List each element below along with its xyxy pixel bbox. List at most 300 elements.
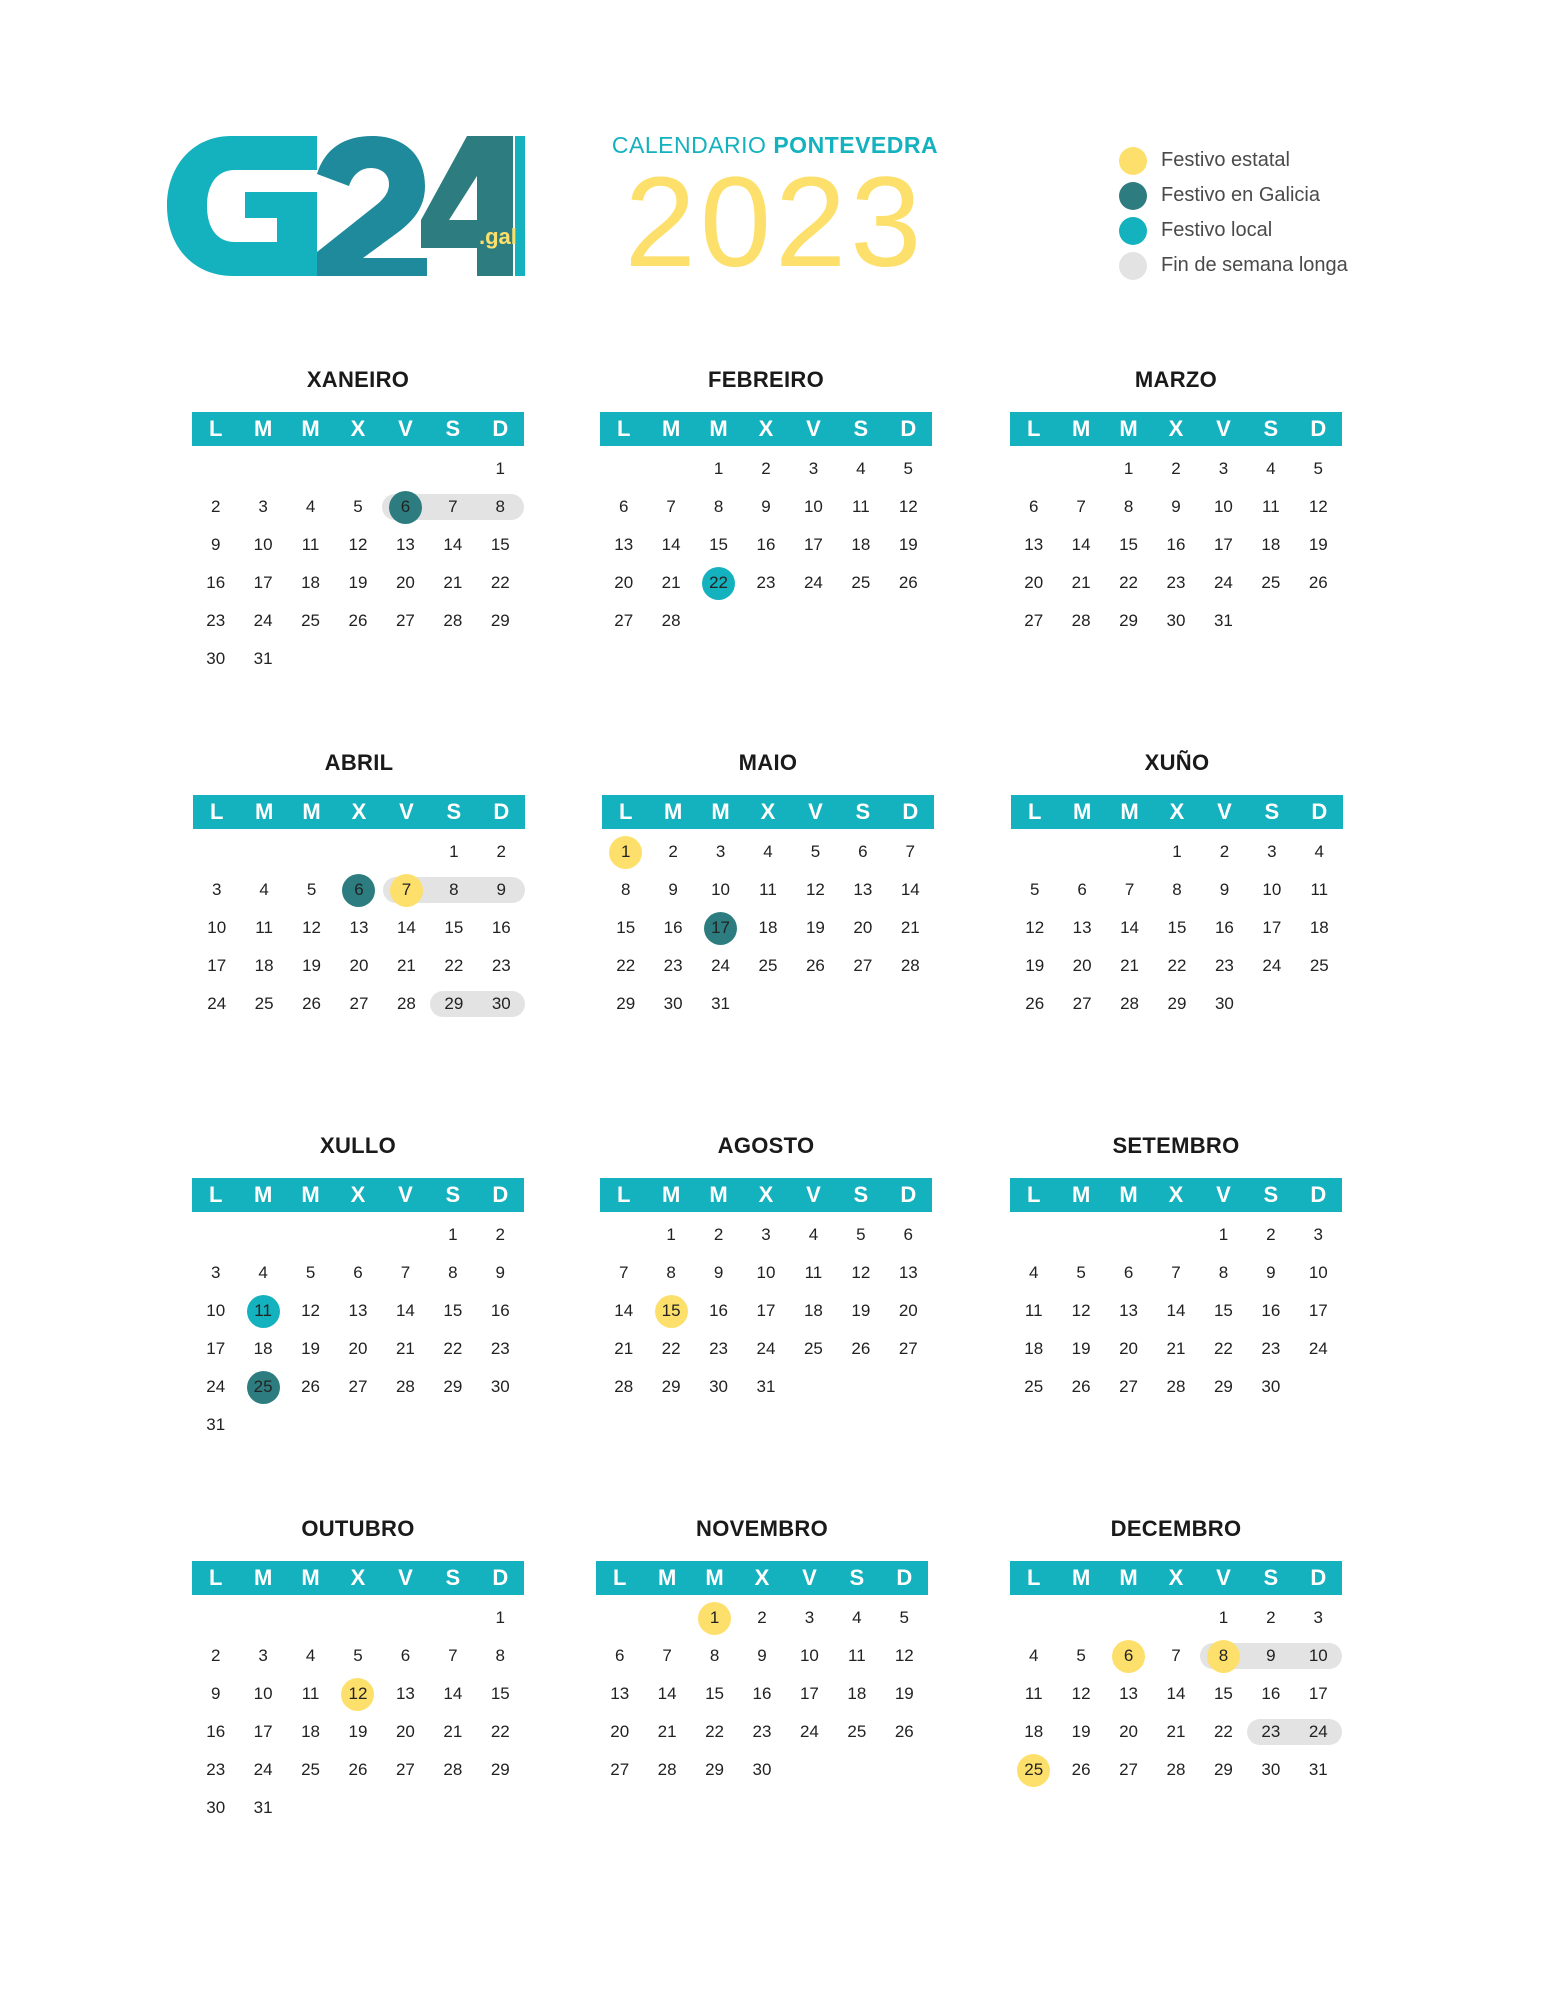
holiday-estatal: 6 — [1105, 1637, 1152, 1675]
weekday-label: S — [855, 799, 871, 824]
day-cell: 8 — [477, 494, 524, 520]
empty-cell — [240, 833, 287, 871]
weekday-header — [600, 412, 932, 446]
days-grid — [1010, 1216, 1342, 1406]
day-cell: 17 — [1308, 1684, 1328, 1703]
day-cell: 20 — [614, 573, 634, 592]
day-cell: 10 — [711, 880, 731, 899]
day-cell: 18 — [1024, 1339, 1044, 1358]
day-cell: 28 — [1166, 1377, 1186, 1396]
day-cell: 28 — [657, 1760, 677, 1779]
weekday-label: X — [760, 799, 776, 824]
holiday-local: 11 — [239, 1292, 286, 1330]
weekday-header — [1011, 795, 1343, 829]
day-cell: 9 — [1171, 497, 1181, 516]
day-cell: 20 — [395, 573, 415, 592]
weekday-label: V — [1216, 1182, 1231, 1207]
day-cell: 24 — [1295, 1719, 1342, 1745]
weekday-header — [596, 1561, 928, 1595]
day-cell: 20 — [348, 1339, 368, 1358]
day-cell: 16 — [206, 573, 226, 592]
day-cell: 30 — [490, 1377, 510, 1396]
weekday-header — [193, 795, 525, 829]
day-cell: 17 — [1308, 1301, 1328, 1320]
day-cell: 26 — [805, 956, 825, 975]
day-cell: 1 — [495, 459, 505, 478]
day-cell: 14 — [1071, 535, 1091, 554]
empty-cell — [1152, 1216, 1199, 1254]
weekday-label: V — [399, 799, 414, 824]
weekday-label: M — [1071, 416, 1091, 441]
day-cell: 2 — [496, 842, 506, 861]
weekday-label: L — [209, 799, 224, 824]
day-cell: 8 — [709, 1646, 720, 1665]
weekday-label: X — [754, 1565, 770, 1590]
day-cell: 16 — [752, 1684, 772, 1703]
day-cell: 21 — [900, 918, 920, 937]
day-cell: 6 — [353, 1263, 363, 1282]
day-cell: 30 — [709, 1377, 729, 1396]
day-cell: 25 — [803, 1339, 823, 1358]
day-cell: 22 — [1213, 1339, 1233, 1358]
day-cell: 4 — [808, 1225, 819, 1244]
day-cell: 29 — [1213, 1377, 1233, 1396]
legend-label: Fin de semana longa — [1161, 254, 1348, 276]
empty-cell — [643, 1599, 690, 1637]
weekday-label: X — [1169, 799, 1185, 824]
legend-item-local — [1119, 213, 1379, 248]
day-cell: 14 — [443, 1684, 463, 1703]
day-cell: 11 — [255, 918, 273, 937]
day-cell: 19 — [898, 535, 918, 554]
day-cell: 3 — [1267, 842, 1277, 861]
day-cell: 2 — [210, 1646, 221, 1665]
day-cell: 20 — [395, 1722, 415, 1741]
day-cell: 3 — [761, 1225, 771, 1244]
empty-cell — [287, 450, 334, 488]
empty-cell — [1058, 833, 1105, 871]
day-cell: 5 — [810, 842, 821, 861]
day-cell: 21 — [1166, 1339, 1186, 1358]
empty-cell — [334, 1216, 381, 1254]
empty-cell — [287, 1599, 334, 1637]
day-cell: 13 — [614, 535, 634, 554]
day-cell: 15 — [1213, 1301, 1233, 1320]
day-cell: 13 — [610, 1684, 630, 1703]
day-cell: 30 — [478, 991, 525, 1017]
day-cell: 11 — [301, 535, 320, 554]
days-grid — [600, 450, 932, 640]
day-cell: 25 — [847, 1722, 867, 1741]
day-cell: 27 — [1119, 1760, 1139, 1779]
day-cell: 29 — [430, 991, 477, 1017]
day-cell: 31 — [253, 1798, 273, 1817]
day-cell: 14 — [900, 880, 920, 899]
day-cell: 6 — [1077, 880, 1087, 899]
day-cell: 10 — [253, 1684, 273, 1703]
day-cell: 26 — [301, 1377, 321, 1396]
holiday-estatal: 15 — [647, 1292, 694, 1330]
empty-cell — [334, 1599, 381, 1637]
legend-label: Festivo estatal — [1161, 149, 1290, 171]
empty-cell — [383, 833, 430, 871]
weekday-label: L — [1026, 1182, 1041, 1207]
day-cell: 3 — [715, 842, 726, 861]
empty-cell — [334, 450, 381, 488]
day-cell: 7 — [905, 842, 915, 861]
day-cell: 8 — [495, 1646, 505, 1665]
month-decembro — [1010, 1510, 1342, 1789]
day-cell: 2 — [761, 459, 771, 478]
day-cell: 19 — [1025, 956, 1045, 975]
day-cell: 5 — [1076, 1263, 1086, 1282]
month-abril — [193, 744, 525, 1023]
day-cell: 8 — [1172, 880, 1182, 899]
legend-dot-galicia — [1119, 182, 1147, 210]
legend-item-longweekend — [1119, 248, 1379, 283]
day-cell: 11 — [1262, 497, 1280, 516]
day-cell: 19 — [1071, 1339, 1091, 1358]
day-cell: 28 — [900, 956, 920, 975]
day-cell: 4 — [258, 1263, 268, 1282]
days-grid — [600, 1216, 932, 1406]
weekday-label: V — [1216, 1565, 1231, 1590]
day-cell: 29 — [705, 1760, 725, 1779]
day-cell: 20 — [1119, 1339, 1139, 1358]
day-cell: 22 — [661, 1339, 681, 1358]
day-cell: 8 — [713, 497, 724, 516]
weekday-label: X — [1168, 416, 1184, 441]
month-title: AGOSTO — [717, 1133, 815, 1158]
day-cell: 31 — [711, 994, 731, 1013]
day-cell: 1 — [448, 1225, 458, 1244]
day-cell: 28 — [1166, 1760, 1186, 1779]
day-cell: 6 — [614, 1646, 625, 1665]
day-cell: 12 — [302, 918, 322, 937]
weekday-header — [1010, 1178, 1342, 1212]
day-cell: 23 — [1261, 1339, 1281, 1358]
day-cell: 19 — [302, 956, 322, 975]
day-cell: 28 — [1120, 994, 1140, 1013]
day-cell: 27 — [349, 994, 369, 1013]
day-cell: 21 — [1166, 1722, 1186, 1741]
weekday-header — [600, 1178, 932, 1212]
day-cell: 2 — [495, 1225, 505, 1244]
day-cell: 29 — [616, 994, 636, 1013]
weekday-label: V — [1216, 416, 1231, 441]
day-cell: 15 — [1119, 535, 1139, 554]
day-cell: 20 — [610, 1722, 630, 1741]
day-cell: 30 — [1261, 1760, 1281, 1779]
day-cell: 14 — [443, 535, 463, 554]
weekday-header — [602, 795, 934, 829]
month-maio — [602, 744, 934, 1023]
weekday-label: V — [398, 1565, 413, 1590]
day-cell: 17 — [799, 1684, 819, 1703]
day-cell: 17 — [1213, 535, 1233, 554]
day-cell: 16 — [1214, 918, 1234, 937]
weekday-label: X — [758, 416, 774, 441]
day-cell: 22 — [443, 1339, 463, 1358]
day-cell: 11 — [759, 880, 777, 899]
day-cell: 17 — [1262, 918, 1282, 937]
weekday-label: M — [711, 799, 730, 824]
day-cell: 18 — [254, 956, 274, 975]
day-cell: 5 — [856, 1225, 866, 1244]
day-cell: 28 — [395, 1377, 415, 1396]
day-cell: 2 — [1171, 459, 1181, 478]
day-cell: 3 — [808, 459, 819, 478]
days-grid — [596, 1599, 928, 1789]
day-cell: 25 — [1309, 956, 1329, 975]
day-cell: 16 — [491, 918, 511, 937]
day-cell: 6 — [618, 497, 629, 516]
weekday-label: D — [492, 416, 509, 441]
day-cell: 23 — [756, 573, 776, 592]
month-title: MAIO — [738, 750, 798, 775]
day-cell: 3 — [1313, 1225, 1323, 1244]
day-cell: 22 — [1167, 956, 1187, 975]
day-cell: 4 — [305, 497, 316, 516]
day-cell: 12 — [1071, 1684, 1091, 1703]
day-cell: 29 — [490, 611, 510, 630]
weekday-label: M — [1071, 1565, 1091, 1590]
weekday-label: D — [493, 799, 510, 824]
day-cell: 2 — [1219, 842, 1230, 861]
day-cell: 23 — [663, 956, 683, 975]
day-cell: 24 — [253, 1760, 273, 1779]
empty-cell — [429, 1599, 476, 1637]
weekday-label: D — [896, 1565, 913, 1590]
day-cell: 6 — [858, 842, 868, 861]
day-cell: 2 — [713, 1225, 724, 1244]
day-cell: 17 — [803, 535, 823, 554]
day-cell: 7 — [1171, 1263, 1181, 1282]
day-cell: 22 — [616, 956, 636, 975]
weekday-label: X — [1168, 1182, 1184, 1207]
holiday-galicia: 25 — [239, 1368, 286, 1406]
day-cell: 14 — [657, 1684, 677, 1703]
day-cell: 26 — [1071, 1377, 1091, 1396]
day-cell: 21 — [1071, 573, 1091, 592]
empty-cell — [600, 450, 647, 488]
weekday-label: S — [1263, 1182, 1279, 1207]
legend-label: Festivo local — [1161, 219, 1273, 241]
day-cell: 4 — [852, 1608, 862, 1627]
empty-cell — [382, 1216, 429, 1254]
weekday-label: L — [208, 1182, 223, 1207]
weekday-label: M — [709, 1182, 728, 1207]
days-grid — [1011, 833, 1343, 1023]
day-cell: 10 — [1262, 880, 1282, 899]
weekday-label: X — [1168, 1565, 1184, 1590]
day-cell: 31 — [206, 1415, 226, 1434]
weekday-label: X — [350, 1565, 366, 1590]
legend-item-galicia — [1119, 178, 1379, 213]
day-cell: 3 — [1313, 1608, 1323, 1627]
day-cell: 30 — [663, 994, 683, 1013]
logo-suffix: .gal — [479, 224, 517, 249]
weekday-label: D — [492, 1182, 509, 1207]
day-cell: 9 — [757, 1646, 767, 1665]
weekday-label: M — [253, 416, 273, 441]
day-cell: 10 — [756, 1263, 776, 1282]
empty-cell — [1011, 833, 1058, 871]
day-cell: 23 — [490, 1339, 510, 1358]
day-cell: 14 — [614, 1301, 634, 1320]
day-cell: 30 — [1166, 611, 1186, 630]
weekday-label: M — [253, 1565, 273, 1590]
day-cell: 25 — [301, 1760, 321, 1779]
day-cell: 9 — [1219, 880, 1230, 899]
day-cell: 22 — [490, 1722, 510, 1741]
day-cell: 13 — [898, 1263, 918, 1282]
empty-cell — [239, 1599, 286, 1637]
empty-cell — [1057, 450, 1104, 488]
day-cell: 15 — [443, 1301, 463, 1320]
day-cell: 26 — [1071, 1760, 1091, 1779]
day-cell: 1 — [1218, 1608, 1229, 1627]
day-cell: 8 — [620, 880, 631, 899]
day-cell: 5 — [353, 497, 363, 516]
day-cell: 12 — [301, 1301, 321, 1320]
day-cell: 31 — [756, 1377, 776, 1396]
day-cell: 11 — [848, 1646, 866, 1665]
day-cell: 13 — [395, 535, 415, 554]
day-cell: 27 — [610, 1760, 630, 1779]
day-cell: 2 — [668, 842, 678, 861]
day-cell: 3 — [1218, 459, 1229, 478]
holiday-galicia: 6 — [382, 494, 429, 520]
weekday-label: M — [302, 799, 321, 824]
month-title: FEBREIRO — [707, 367, 825, 392]
day-cell: 1 — [449, 842, 459, 861]
empty-cell — [192, 1599, 239, 1637]
day-cell: 13 — [348, 1301, 368, 1320]
empty-cell — [596, 1599, 643, 1637]
day-cell: 16 — [206, 1722, 226, 1741]
empty-cell — [288, 833, 335, 871]
holiday-galicia: 6 — [335, 871, 382, 909]
empty-cell — [1010, 1216, 1057, 1254]
weekday-label: M — [301, 416, 320, 441]
weekday-label: M — [1119, 1182, 1138, 1207]
day-cell: 3 — [211, 880, 222, 899]
day-cell: 21 — [661, 573, 681, 592]
empty-cell — [1010, 450, 1057, 488]
day-cell: 20 — [349, 956, 369, 975]
day-cell: 10 — [253, 535, 273, 554]
days-grid — [192, 1216, 524, 1444]
weekday-label: M — [254, 799, 274, 824]
day-cell: 12 — [898, 497, 918, 516]
weekday-label: L — [1026, 416, 1041, 441]
day-cell: 9 — [1247, 1643, 1294, 1669]
holiday-estatal: 1 — [602, 833, 649, 871]
day-cell: 29 — [1213, 1760, 1233, 1779]
day-cell: 20 — [1119, 1722, 1139, 1741]
weekday-label: D — [900, 416, 917, 441]
day-cell: 22 — [1213, 1722, 1233, 1741]
day-cell: 29 — [490, 1760, 510, 1779]
day-cell: 19 — [851, 1301, 871, 1320]
day-cell: 24 — [253, 611, 273, 630]
day-cell: 18 — [253, 1339, 273, 1358]
day-cell: 25 — [851, 573, 871, 592]
day-cell: 9 — [713, 1263, 724, 1282]
weekday-label: L — [618, 799, 633, 824]
weekday-label: S — [445, 1565, 461, 1590]
day-cell: 17 — [253, 573, 273, 592]
day-cell: 2 — [1266, 1225, 1276, 1244]
day-cell: 7 — [400, 1263, 411, 1282]
day-cell: 28 — [443, 611, 463, 630]
day-cell: 18 — [851, 535, 871, 554]
day-cell: 9 — [668, 880, 678, 899]
day-cell: 10 — [803, 497, 823, 516]
day-cell: 21 — [396, 956, 416, 975]
empty-cell — [1057, 1599, 1104, 1637]
weekday-label: M — [705, 1565, 724, 1590]
day-cell: 10 — [1308, 1263, 1328, 1282]
month-xullo — [192, 1127, 524, 1444]
empty-cell — [239, 450, 286, 488]
day-cell: 1 — [713, 459, 724, 478]
weekday-label: X — [350, 1182, 366, 1207]
month-outubro — [192, 1510, 524, 1827]
legend-item-estatal — [1119, 143, 1379, 178]
weekday-label: M — [657, 1565, 677, 1590]
weekday-label: S — [1264, 799, 1280, 824]
day-cell: 23 — [491, 956, 511, 975]
weekday-label: L — [208, 1565, 223, 1590]
days-grid — [602, 833, 934, 1023]
legend — [1119, 143, 1379, 283]
empty-cell — [1105, 1599, 1152, 1637]
day-cell: 21 — [443, 573, 463, 592]
weekday-label: L — [616, 416, 631, 441]
month-title: NOVEMBRO — [696, 1516, 828, 1541]
day-cell: 12 — [1025, 918, 1045, 937]
weekday-label: M — [1119, 416, 1138, 441]
empty-cell — [600, 1216, 647, 1254]
day-cell: 4 — [1314, 842, 1324, 861]
day-cell: 29 — [443, 1377, 463, 1396]
day-cell: 23 — [709, 1339, 729, 1358]
empty-cell — [239, 1216, 286, 1254]
day-cell: 30 — [206, 649, 226, 668]
month-agosto — [600, 1127, 932, 1406]
day-cell: 11 — [852, 497, 870, 516]
day-cell: 18 — [803, 1301, 823, 1320]
empty-cell — [1152, 1599, 1199, 1637]
day-cell: 18 — [1309, 918, 1329, 937]
day-cell: 26 — [898, 573, 918, 592]
month-marzo — [1010, 361, 1342, 640]
day-cell: 20 — [1024, 573, 1044, 592]
day-cell: 14 — [396, 918, 416, 937]
month-xuno — [1011, 744, 1343, 1023]
day-cell: 11 — [804, 1263, 823, 1282]
day-cell: 27 — [348, 1377, 368, 1396]
empty-cell — [287, 1216, 334, 1254]
empty-cell — [335, 833, 382, 871]
day-cell: 4 — [1028, 1646, 1039, 1665]
weekday-label: M — [1119, 1565, 1138, 1590]
day-cell: 10 — [207, 918, 227, 937]
weekday-label: L — [612, 1565, 627, 1590]
day-cell: 5 — [1029, 880, 1040, 899]
